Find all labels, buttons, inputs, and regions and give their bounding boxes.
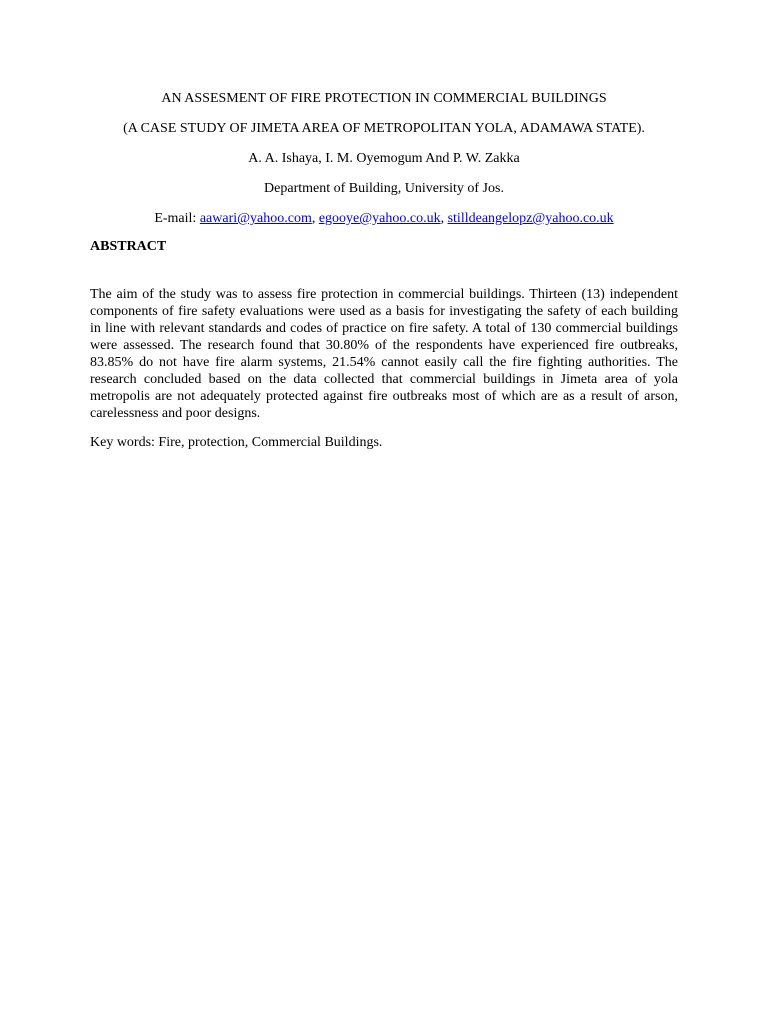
email-link-egooye[interactable]: egooye@yahoo.co.uk — [318, 211, 441, 226]
email-separator: , — [311, 211, 319, 226]
paper-affiliation: Department of Building, University of Jos. — [264, 181, 504, 196]
paper-title: AN ASSESMENT OF FIRE PROTECTION IN COMMERCIAL BUILDINGS — [161, 91, 607, 106]
email-link-aawari[interactable]: aawari@yahoo.com — [199, 211, 312, 226]
paper-subtitle: (A CASE STUDY OF JIMETA AREA OF METROPOLITAN YOLA, ADAMAWA STATE). — [123, 121, 645, 136]
paper-authors: A. A. Ishaya, I. M. Oyemogum And P. W. Zakka — [248, 151, 520, 166]
keywords: Key words: Fire, protection, Commercial Buildings. — [90, 435, 383, 450]
email-separator: , — [440, 211, 448, 226]
abstract-heading: ABSTRACT — [90, 239, 167, 254]
email-line — [90, 210, 678, 228]
email-label: E-mail: — [154, 211, 200, 226]
email-link-stilldeangelopz[interactable]: stilldeangelopz@yahoo.co.uk — [447, 211, 614, 226]
abstract-body: The aim of the study was to assess fire protection in commercial buildings. Thirteen (13) independent components of fire safety evaluations were used as a basis for investigating the safety of each building in line with relevant standards and codes of practice on fire safety. A total of 130 commercial buildings were assessed. The research found that 30.80% of the respondents have experienced fire outbreaks, 83.85% do not have fire alarm systems, 21.54% cannot easily call the fire fighting authorities. The research concluded based on the data collected that commercial buildings in Jimeta area of yola metropolis are not adequately protected against fire outbreaks most of which are as a result of arson, carelessness and poor designs. — [90, 287, 678, 421]
